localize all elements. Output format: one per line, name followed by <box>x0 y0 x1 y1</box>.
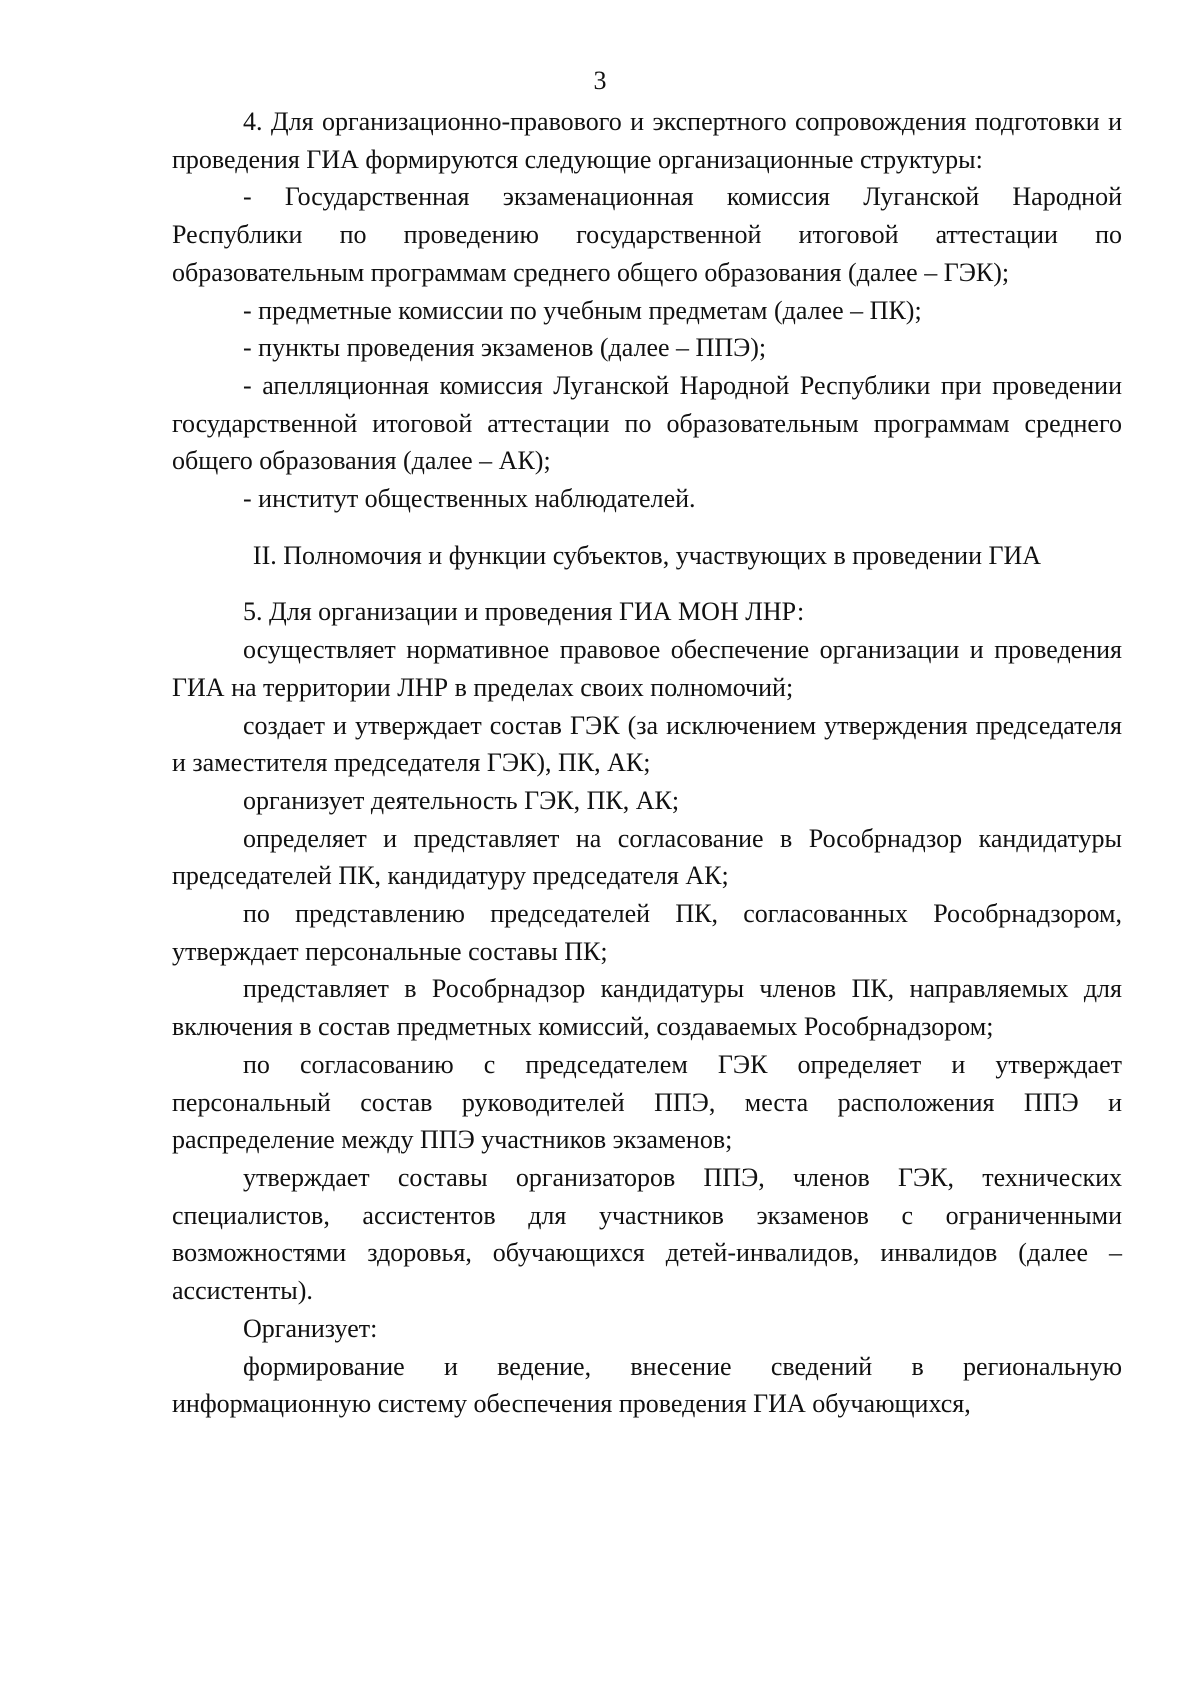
paragraph: по согласованию с председателем ГЭК определяет и утверждает персональный состав руководителей ППЭ, места расположения ППЭ и распределение между ППЭ участников экзаменов; <box>172 1049 1122 1155</box>
paragraph: формирование и ведение, внесение сведений в региональную информационную систему обеспечения проведения ГИА обучающихся, <box>172 1351 1122 1419</box>
paragraph-item-4: 4. Для организационно-правового и экспертного сопровождения подготовки и проведения ГИА формируются следующие организационные структуры: <box>172 107 1122 174</box>
list-item-pk: - предметные комиссии по учебным предметам (далее – ПК); <box>243 295 922 325</box>
paragraph: представляет в Рособрнадзор кандидатуры членов ПК, направляемых для включения в состав предметных комиссий, создаваемых Рособрнадзором; <box>172 974 1122 1042</box>
paragraph-item-5: 5. Для организации и проведения ГИА МОН ЛНР: <box>243 597 805 627</box>
paragraph: осуществляет нормативное правовое обеспечение организации и проведения ГИА на территории ЛНР в пределах своих полномочий; <box>172 635 1122 702</box>
section-heading: II. Полномочия и функции субъектов, участвующих в проведении ГИА <box>252 540 1042 570</box>
paragraph: по представлению председателей ПК, согласованных Рособрнадзором, утверждает персональные составы ПК; <box>172 899 1122 966</box>
paragraph: создает и утверждает состав ГЭК (за исключением утверждения председателя и заместителя председателя ГЭК), ПК, АК; <box>172 710 1122 778</box>
paragraph: определяет и представляет на согласование в Рособрнадзор кандидатуры председателей ПК, кандидатуру председателя АК; <box>172 823 1122 891</box>
document-body <box>172 103 1122 1423</box>
list-item-gek: - Государственная экзаменационная комиссия Луганской Народной Республики по проведению государственной итоговой аттестации по образовательным программам среднего общего образования (далее – ГЭК); <box>172 182 1122 287</box>
list-item-observers: - институт общественных наблюдателей. <box>243 484 696 514</box>
paragraph: утверждает составы организаторов ППЭ, членов ГЭК, технических специалистов, ассистентов для участников экзаменов с ограниченными возможностями здоровья, обучающихся детей-инвалидов, инвалидов (далее – ассистенты). <box>172 1162 1122 1306</box>
list-item-ak: - апелляционная комиссия Луганской Народной Республики при проведении государственной итоговой аттестации по образовательным программам среднего общего образования (далее – АК); <box>172 370 1122 476</box>
page-number: 3 <box>593 66 607 95</box>
paragraph: Организует: <box>243 1313 378 1343</box>
list-item-ppe: - пункты проведения экзаменов (далее – ППЭ); <box>243 333 767 363</box>
paragraph: организует деятельность ГЭК, ПК, АК; <box>243 785 680 815</box>
